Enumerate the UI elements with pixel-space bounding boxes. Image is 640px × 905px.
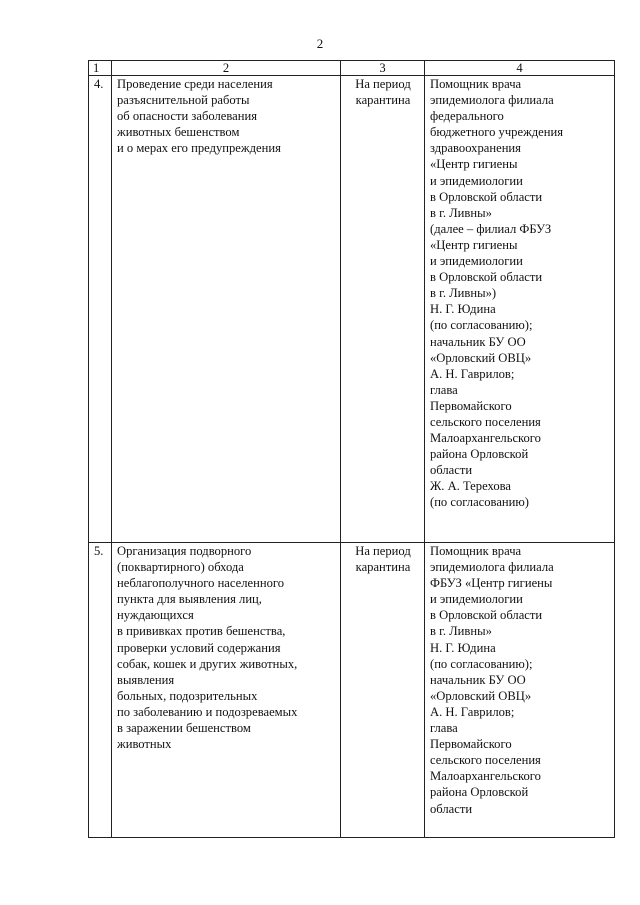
period-cell: На период карантина: [341, 76, 425, 543]
row-number: 5.: [89, 543, 112, 838]
table-row: [89, 543, 615, 838]
responsible-cell: Помощник врача эпидемиолога филиала ФБУЗ «Центр гигиены и эпидемиологии в Орловской области в г. Ливны» Н. Г. Юдина (по согласованию); начальник БУ ОО «Орловский ОВЦ» А. Н. Гаврилов; глава Первомайского сельского поселения Малоархангельского района Орловской области: [425, 543, 615, 838]
measures-table: [88, 60, 615, 838]
page-number: 2: [316, 36, 324, 51]
table-row: [89, 76, 615, 543]
activity-cell: Проведение среди населения разъяснительной работы об опасности заболевания животных бешенством и о мерах его предупреждения: [112, 76, 341, 543]
period-cell: На период карантина: [341, 543, 425, 838]
activity-cell: Организация подворного (поквартирного) обхода неблагополучного населенного пункта для выявления лиц, нуждающихся в прививках против бешенства, проверки условий содержания собак, кошек и других животных, выявления больных, подозрительных по заболеванию и подозреваемых в заражении бешенством животных: [112, 543, 341, 838]
responsible-cell: Помощник врача эпидемиолога филиала федерального бюджетного учреждения здравоохранения «Центр гигиены и эпидемиологии в Орловской области в г. Ливны» (далее – филиал ФБУЗ «Центр гигиены и эпидемиологии в Орловской области в г. Ливны») Н. Г. Юдина (по согласованию); начальник БУ ОО «Орловский ОВЦ» А. Н. Гаврилов; глава Первомайского сельского поселения Малоархангельского района Орловской области Ж. А. Терехова (по согласованию): [425, 76, 615, 543]
column-number-header: 3: [341, 61, 425, 76]
column-number-header: 1: [89, 61, 112, 76]
table-header-row: [89, 61, 615, 76]
column-number-header: 2: [112, 61, 341, 76]
column-number-header: 4: [425, 61, 615, 76]
row-number: 4.: [89, 76, 112, 543]
